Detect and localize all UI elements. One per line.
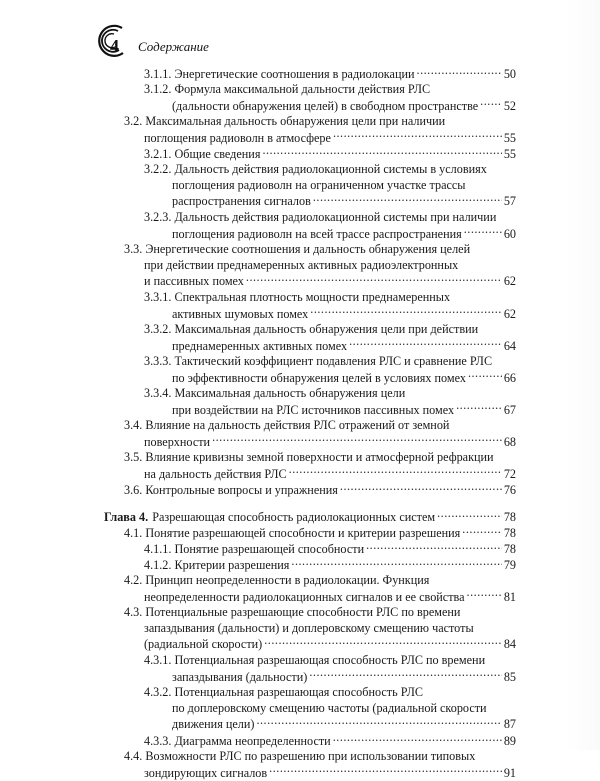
- toc-page-number: 62: [504, 274, 516, 290]
- toc-entry-text: 4.3.2. Потенциальная разрешающая способность РЛС: [144, 685, 423, 701]
- toc-entry-text: 3.6. Контрольные вопросы и упражнения: [124, 483, 338, 499]
- toc-page-number: 76: [504, 483, 516, 499]
- toc-page-number: 57: [504, 194, 516, 210]
- toc-entry-text: (радиальной скорости): [144, 637, 262, 653]
- toc-page-number: 78: [504, 510, 516, 526]
- toc-entry-3-3-3[interactable]: [144, 354, 516, 386]
- toc-page-number: 79: [504, 558, 516, 574]
- toc-entry-3-3-4[interactable]: [144, 386, 516, 418]
- toc-entry-text: 3.3.2. Максимальная дальность обнаружения цели при действии: [144, 322, 478, 338]
- toc-entry-text: по доплеровскому смещению частоты (радиальной скорости: [172, 701, 487, 717]
- toc-entry-text: по эффективности обнаружения целей в условиях помех: [172, 371, 466, 387]
- toc-page-number: 52: [504, 99, 516, 115]
- toc-entry-4-3[interactable]: [124, 605, 516, 653]
- toc-entry-text: неопределенности радиолокационных сигналов и ее свойства: [144, 590, 465, 606]
- toc-entry-chapter-4[interactable]: [104, 509, 516, 526]
- toc-entry-text: поглощения радиоволн на всей трассе распространения: [172, 227, 462, 243]
- toc-entry-3-5[interactable]: [124, 450, 516, 482]
- toc-entry-text: 3.1.1. Энергетические соотношения в радиолокации: [144, 67, 415, 83]
- toc-entry-3-1-2[interactable]: [144, 82, 516, 114]
- toc-entry-text: при воздействии на РЛС источников пассивных помех: [172, 403, 454, 419]
- running-header: [92, 22, 512, 62]
- toc-entry-3-2-3[interactable]: [144, 210, 516, 242]
- toc-entry-3-2[interactable]: [124, 114, 516, 146]
- toc-page-number: 55: [504, 131, 516, 147]
- toc-page-number: 87: [504, 717, 516, 733]
- toc-entry-text: 4.3.3. Диаграмма неопределенности: [144, 734, 331, 750]
- toc-entry-3-3-2[interactable]: [144, 322, 516, 354]
- toc-page-number: 67: [504, 403, 516, 419]
- toc-entry-text: на дальность действия РЛС: [144, 467, 287, 483]
- toc-page-number: 91: [504, 766, 516, 781]
- toc-entry-text: преднамеренных активных помех: [172, 339, 347, 355]
- toc-entry-text: 3.2.1. Общие сведения: [144, 147, 260, 163]
- toc-entry-text: 4.3. Потенциальные разрешающие способности РЛС по времени: [124, 605, 460, 621]
- toc-entry-text: зондирующих сигналов: [144, 766, 267, 781]
- chapter-label: Глава 4.: [104, 510, 148, 526]
- toc-entry-text: 4.1. Понятие разрешающей способности и критерии разрешения: [124, 526, 460, 542]
- toc-entry-3-6[interactable]: [124, 482, 516, 499]
- toc-entry-3-1-1[interactable]: [144, 66, 516, 83]
- toc-page-number: 84: [504, 637, 516, 653]
- toc-entry-text: 4.4. Возможности РЛС по разрешению при использовании типовых: [124, 749, 475, 765]
- toc-entry-text: (дальности обнаружения целей) в свободном пространстве: [172, 99, 478, 115]
- toc-entry-text: запаздывания (дальности) и доплеровскому смещению частоты: [144, 621, 474, 637]
- toc-page-number: 60: [504, 227, 516, 243]
- toc-entry-3-3-1[interactable]: [144, 290, 516, 322]
- toc-entry-text: запаздывания (дальности): [172, 670, 307, 686]
- toc-entry-3-2-1[interactable]: [144, 146, 516, 163]
- toc-entry-text: Разрешающая способность радиолокационных систем: [152, 510, 435, 526]
- toc-page-number: 89: [504, 734, 516, 750]
- toc-page-number: 85: [504, 670, 516, 686]
- toc-entry-text: поверхности: [144, 435, 210, 451]
- toc-entry-text: 4.1.1. Понятие разрешающей способности: [144, 542, 364, 558]
- toc-entry-text: 3.2.3. Дальность действия радиолокационной системы при наличии: [144, 210, 496, 226]
- toc-page-number: 50: [504, 67, 516, 83]
- toc-entry-text: и пассивных помех: [144, 274, 244, 290]
- toc-entry-4-2[interactable]: [124, 573, 516, 605]
- toc-entry-3-3[interactable]: [124, 242, 516, 290]
- toc-entry-4-3-2[interactable]: [144, 685, 516, 733]
- toc-entry-text: 3.1.2. Формула максимальной дальности действия РЛС: [144, 82, 430, 98]
- page-edge-shading: [566, 0, 600, 750]
- toc-entry-text: 3.2.2. Дальность действия радиолокационной системы в условиях: [144, 162, 487, 178]
- toc-entry-text: 4.2. Принцип неопределенности в радиолокации. Функция: [124, 573, 429, 589]
- toc-page-number: 78: [504, 542, 516, 558]
- running-title: Содержание: [138, 39, 209, 55]
- toc-entry-text: 4.3.1. Потенциальная разрешающая способность РЛС по времени: [144, 653, 485, 669]
- page-number: 4: [110, 36, 119, 57]
- toc-page-number: 55: [504, 147, 516, 163]
- toc-entry-text: поглощения радиоволн на ограниченном участке трассы: [172, 178, 466, 194]
- toc-entry-text: 3.5. Влияние кривизны земной поверхности и атмосферной рефракции: [124, 450, 494, 466]
- toc-entry-4-1[interactable]: [124, 525, 516, 542]
- toc-page-number: 66: [504, 371, 516, 387]
- toc-entry-4-3-1[interactable]: [144, 653, 516, 685]
- toc-entry-text: 3.3.4. Максимальная дальность обнаружения цели: [144, 386, 405, 402]
- toc-page-number: 81: [504, 590, 516, 606]
- toc-entry-text: 3.2. Максимальная дальность обнаружения цели при наличии: [124, 114, 445, 130]
- toc-entry-3-4[interactable]: [124, 418, 516, 450]
- toc-page-number: 78: [504, 526, 516, 542]
- toc-entry-text: 3.3.1. Спектральная плотность мощности преднамеренных: [144, 290, 450, 306]
- toc-entry-text: 4.1.2. Критерии разрешения: [144, 558, 289, 574]
- toc-entry-text: 3.3. Энергетические соотношения и дальность обнаружения целей: [124, 242, 470, 258]
- toc-entry-text: поглощения радиоволн в атмосфере: [144, 131, 331, 147]
- toc-entry-4-4[interactable]: [124, 749, 516, 781]
- toc-entry-text: 3.3.3. Тактический коэффициент подавления РЛС и сравнение РЛС: [144, 354, 492, 370]
- toc-entry-text: движения цели): [172, 717, 254, 733]
- toc-entry-3-2-2[interactable]: [144, 162, 516, 210]
- toc-page-number: 64: [504, 339, 516, 355]
- toc-page-number: 68: [504, 435, 516, 451]
- toc-entry-4-3-3[interactable]: [144, 733, 516, 750]
- toc-page-number: 72: [504, 467, 516, 483]
- toc-entry-4-1-1[interactable]: [144, 541, 516, 558]
- toc-entry-text: при действии преднамеренных активных радиоэлектронных: [144, 258, 458, 274]
- toc-entry-text: активных шумовых помех: [172, 307, 308, 323]
- toc-entry-text: 3.4. Влияние на дальность действия РЛС отражений от земной: [124, 418, 449, 434]
- toc-entry-text: распространения сигналов: [172, 194, 311, 210]
- toc-entry-4-1-2[interactable]: [144, 557, 516, 574]
- toc-page-number: 62: [504, 307, 516, 323]
